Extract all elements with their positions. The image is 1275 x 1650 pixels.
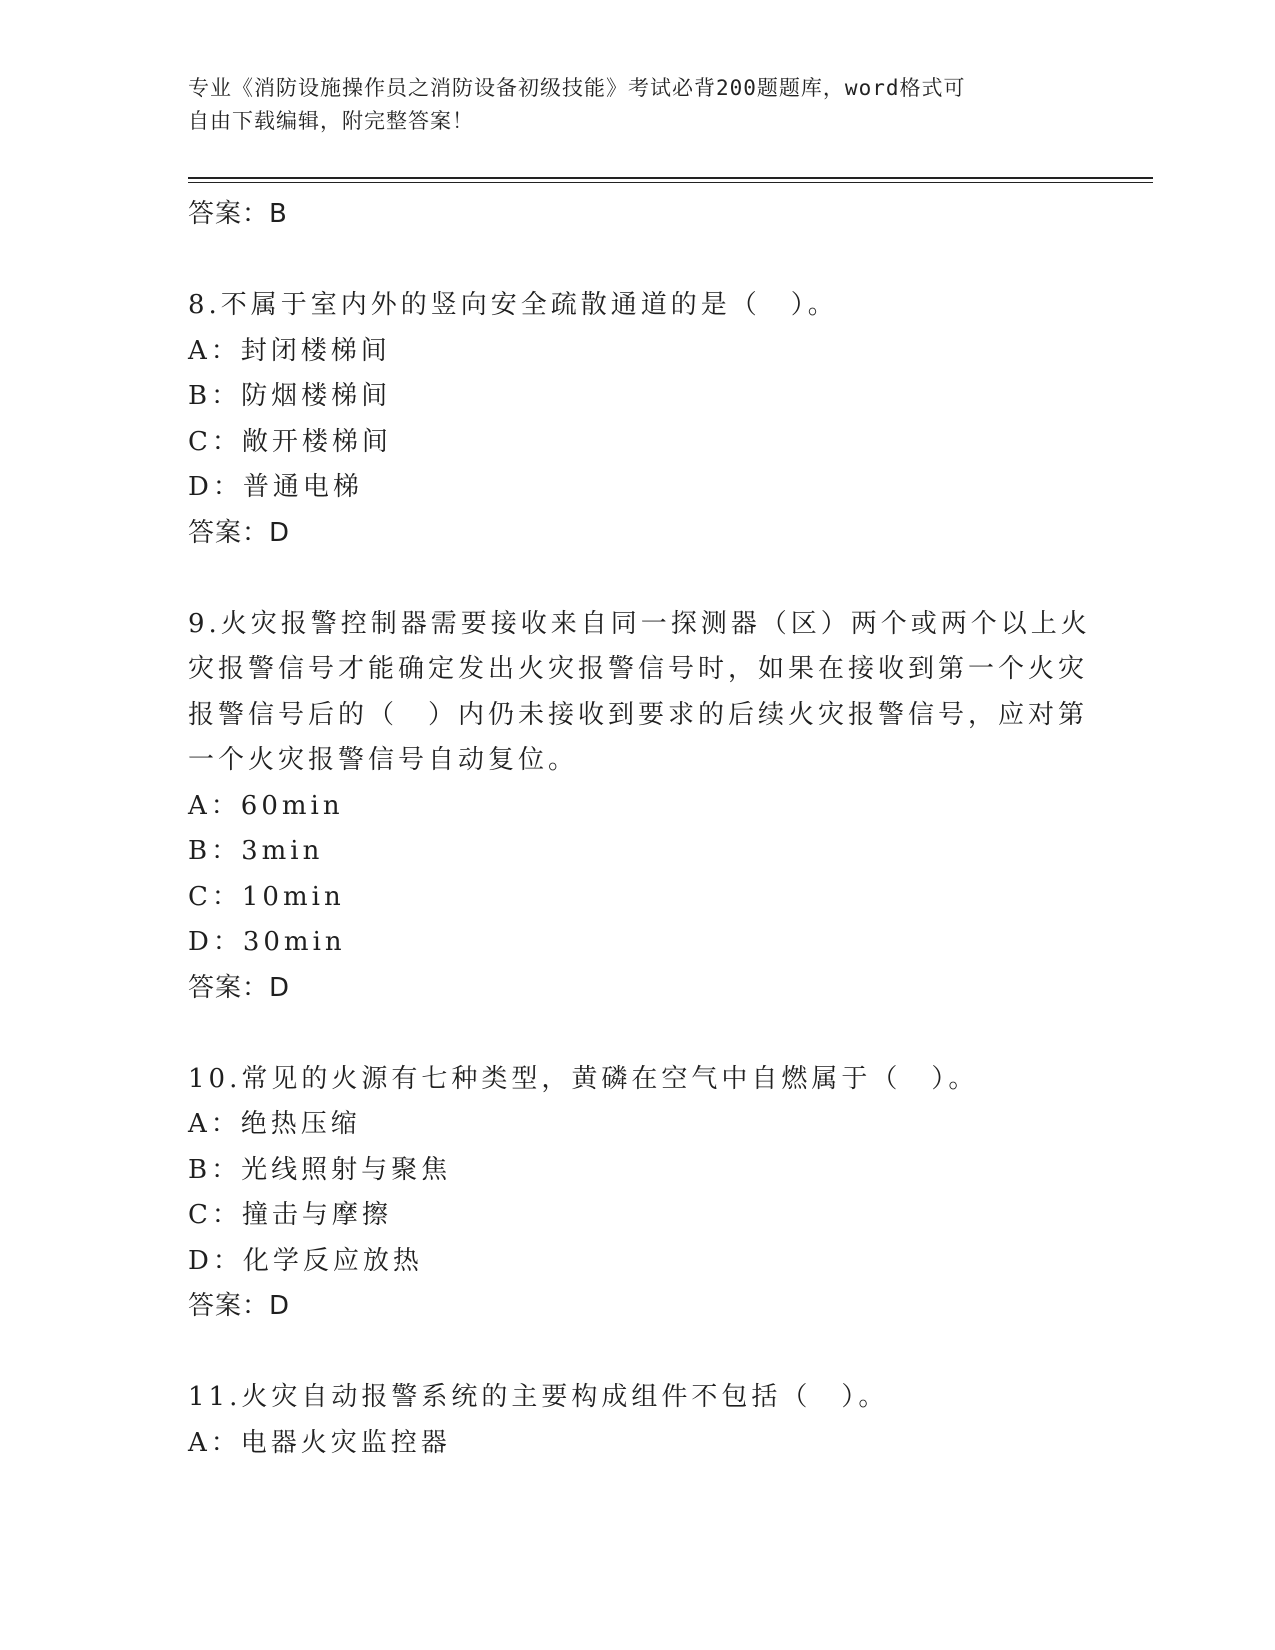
question-10 — [188, 1057, 1068, 1330]
question-stem: 报警信号后的（ ）内仍未接收到要求的后续火灾报警信号，应对第 — [188, 699, 1089, 730]
option-a: A：60min — [188, 790, 344, 821]
question-stem: 11.火灾自动报警系统的主要构成组件不包括（ ）。 — [188, 1382, 889, 1412]
spacer — [188, 556, 1068, 602]
option-c: C：敞开楼梯间 — [188, 426, 392, 457]
option-d: D：30min — [188, 927, 346, 957]
answer-line: 答案：B — [188, 199, 288, 229]
spacer — [188, 238, 1068, 284]
question-11 — [188, 1375, 1068, 1466]
option-b: B：光线照射与聚焦 — [188, 1154, 452, 1185]
question-stem: 9.火灾报警控制器需要接收来自同一探测器（区）两个或两个以上火 — [188, 608, 1091, 639]
question-8 — [188, 283, 1068, 556]
answer-line: 答案：D — [188, 972, 291, 1003]
header-title-line-2: 自由下载编辑，附完整答案！ — [188, 109, 474, 133]
spacer — [188, 1330, 1068, 1376]
option-d: D：化学反应放热 — [188, 1245, 423, 1276]
option-a: A：封闭楼梯间 — [188, 335, 391, 366]
spacer — [188, 1011, 1068, 1057]
question-stem: 一个火灾报警信号自动复位。 — [188, 745, 579, 775]
header-divider-thin — [188, 182, 1153, 183]
header-divider-thick — [188, 177, 1153, 179]
answer-line: 答案：D — [188, 1291, 291, 1321]
question-9 — [188, 602, 1091, 1012]
question-stem: 8.不属于室内外的竖向安全疏散通道的是（ ）。 — [188, 290, 838, 320]
header-title-line-1: 专业《消防设施操作员之消防设备初级技能》考试必背200题题库，word格式可 — [188, 76, 966, 100]
option-d: D：普通电梯 — [188, 472, 363, 502]
option-b: B：防烟楼梯间 — [188, 381, 392, 411]
question-stem: 灾报警信号才能确定发出火灾报警信号时，如果在接收到第一个火灾 — [188, 654, 1089, 684]
option-c: C：撞击与摩擦 — [188, 1200, 392, 1230]
document-header — [188, 72, 1068, 138]
question-list — [188, 192, 1091, 1466]
option-a: A：绝热压缩 — [188, 1109, 361, 1139]
option-c: C：10min — [188, 881, 345, 912]
option-a: A：电器火灾监控器 — [188, 1427, 451, 1458]
answer-line: 答案：D — [188, 517, 291, 548]
option-b: B：3min — [188, 836, 324, 866]
question-stem: 10.常见的火源有七种类型，黄磷在空气中自燃属于（ ）。 — [188, 1063, 979, 1094]
